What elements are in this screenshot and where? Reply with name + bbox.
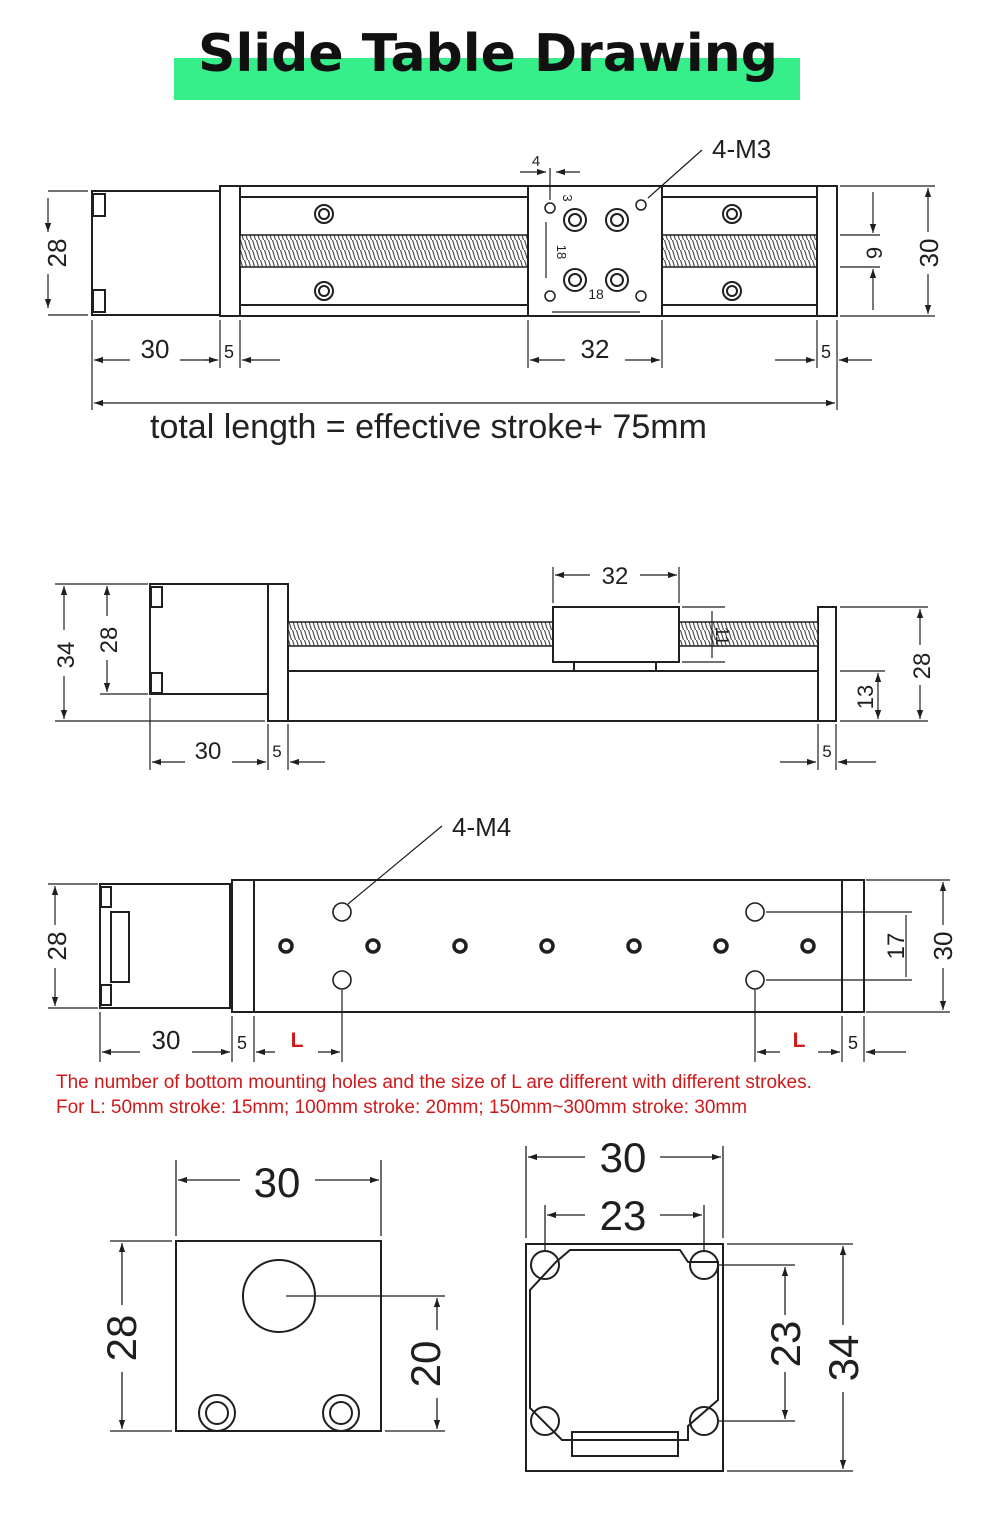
note-line: For L: 50mm stroke: 15mm; 100mm stroke: 20mm; 150mm~300mm stroke: 30mm — [56, 1097, 748, 1118]
bottom-hole — [715, 940, 727, 952]
dim-label-l: L — [290, 1029, 304, 1052]
dim-label: 30 — [194, 738, 222, 765]
dim-label: 18 — [588, 286, 604, 302]
dim-label-l: L — [792, 1029, 806, 1052]
screw-hole — [723, 205, 741, 223]
carriage-base — [574, 662, 656, 671]
screw-hole — [727, 286, 737, 296]
total-length-formula: total length = effective stroke+ 75mm — [150, 408, 707, 446]
dimension-lines — [55, 567, 928, 770]
dim-label: 23 — [599, 1192, 647, 1239]
m4-hole — [746, 903, 764, 921]
screw-hole — [727, 209, 737, 219]
end-plate-left — [232, 880, 254, 1012]
dim-label: 28 — [42, 238, 72, 268]
dim-label: 28 — [98, 1314, 145, 1362]
mount-hole — [330, 1402, 352, 1424]
dim-label: 5 — [847, 1033, 859, 1053]
bottom-view — [48, 826, 950, 1062]
stroke-note — [56, 1070, 812, 1120]
dim-label: 4 — [531, 153, 541, 170]
mount-hole — [323, 1395, 359, 1431]
motor-face-outline — [530, 1250, 718, 1440]
callout-label: 4-M4 — [452, 812, 512, 842]
bottom-hole — [367, 940, 379, 952]
end-plate-right — [818, 607, 836, 721]
motor-body — [100, 884, 230, 1008]
mount-hole — [206, 1402, 228, 1424]
dim-label: 18 — [554, 244, 569, 260]
bottom-hole — [454, 940, 466, 952]
motor-notch — [93, 290, 105, 312]
dim-label: 30 — [253, 1159, 301, 1206]
dim-label: 34 — [53, 641, 80, 669]
dim-label: 28 — [909, 652, 936, 680]
dim-label: 28 — [96, 626, 123, 654]
end-plate-left — [220, 186, 240, 316]
end-plate — [176, 1241, 381, 1431]
m4-hole — [746, 971, 764, 989]
dimension-lines — [48, 150, 935, 410]
bottom-hole — [541, 940, 553, 952]
screw-hole — [723, 282, 741, 300]
dim-label: 30 — [914, 238, 944, 268]
motor-connector — [572, 1432, 678, 1456]
top-view — [48, 150, 935, 410]
dim-label: 5 — [223, 342, 235, 362]
motor-notch — [101, 887, 111, 907]
end-plate-left — [268, 584, 288, 721]
dim-label: 20 — [402, 1340, 449, 1388]
screw-hole — [319, 286, 329, 296]
dim-label: 5 — [272, 742, 282, 761]
dim-label: 28 — [42, 931, 72, 961]
motor-face — [526, 1244, 723, 1471]
carriage — [553, 607, 679, 662]
end-view-right — [526, 1146, 853, 1471]
mount-hole — [690, 1251, 718, 1279]
screw-hole — [315, 282, 333, 300]
page-title: Slide Table Drawing — [198, 24, 778, 84]
dim-label: 30 — [140, 334, 170, 364]
bottom-hole — [628, 940, 640, 952]
dim-label: 32 — [580, 334, 610, 364]
dim-label: 5 — [822, 742, 832, 761]
motor-notch — [101, 985, 111, 1005]
motor-body — [92, 191, 220, 315]
dim-label: 30 — [151, 1025, 181, 1055]
dim-label: 30 — [928, 931, 958, 961]
m4-hole — [333, 903, 351, 921]
side-view — [55, 567, 928, 770]
motor-notch — [151, 587, 162, 607]
dim-label: 23 — [762, 1320, 809, 1368]
end-plate-right — [842, 880, 864, 1012]
mount-hole — [199, 1395, 235, 1431]
dim-label: 13 — [853, 684, 878, 710]
motor-notch — [151, 673, 162, 693]
dim-label: 9 — [862, 246, 887, 260]
callout-label: 4-M3 — [712, 134, 772, 164]
rail-body — [288, 671, 818, 721]
motor-body — [150, 584, 268, 694]
dim-label: 17 — [883, 932, 910, 960]
bottom-hole — [802, 940, 814, 952]
note-line: The number of bottom mounting holes and the size of L are different with different strokes. — [56, 1072, 812, 1093]
dim-label: 30 — [599, 1134, 647, 1181]
screw-hole — [315, 205, 333, 223]
dim-label: 32 — [601, 563, 629, 590]
motor-notch — [93, 194, 105, 216]
dim-label: 5 — [820, 342, 832, 362]
mount-hole — [531, 1407, 559, 1435]
bottom-hole — [280, 940, 292, 952]
m4-hole — [333, 971, 351, 989]
dim-label: 5 — [236, 1033, 248, 1053]
dim-label: 11 — [712, 626, 732, 646]
dim-label: 3 — [560, 194, 575, 202]
screw-hole — [319, 209, 329, 219]
motor-connector — [111, 912, 129, 982]
end-plate-right — [817, 186, 837, 316]
dim-label: 34 — [820, 1334, 867, 1382]
